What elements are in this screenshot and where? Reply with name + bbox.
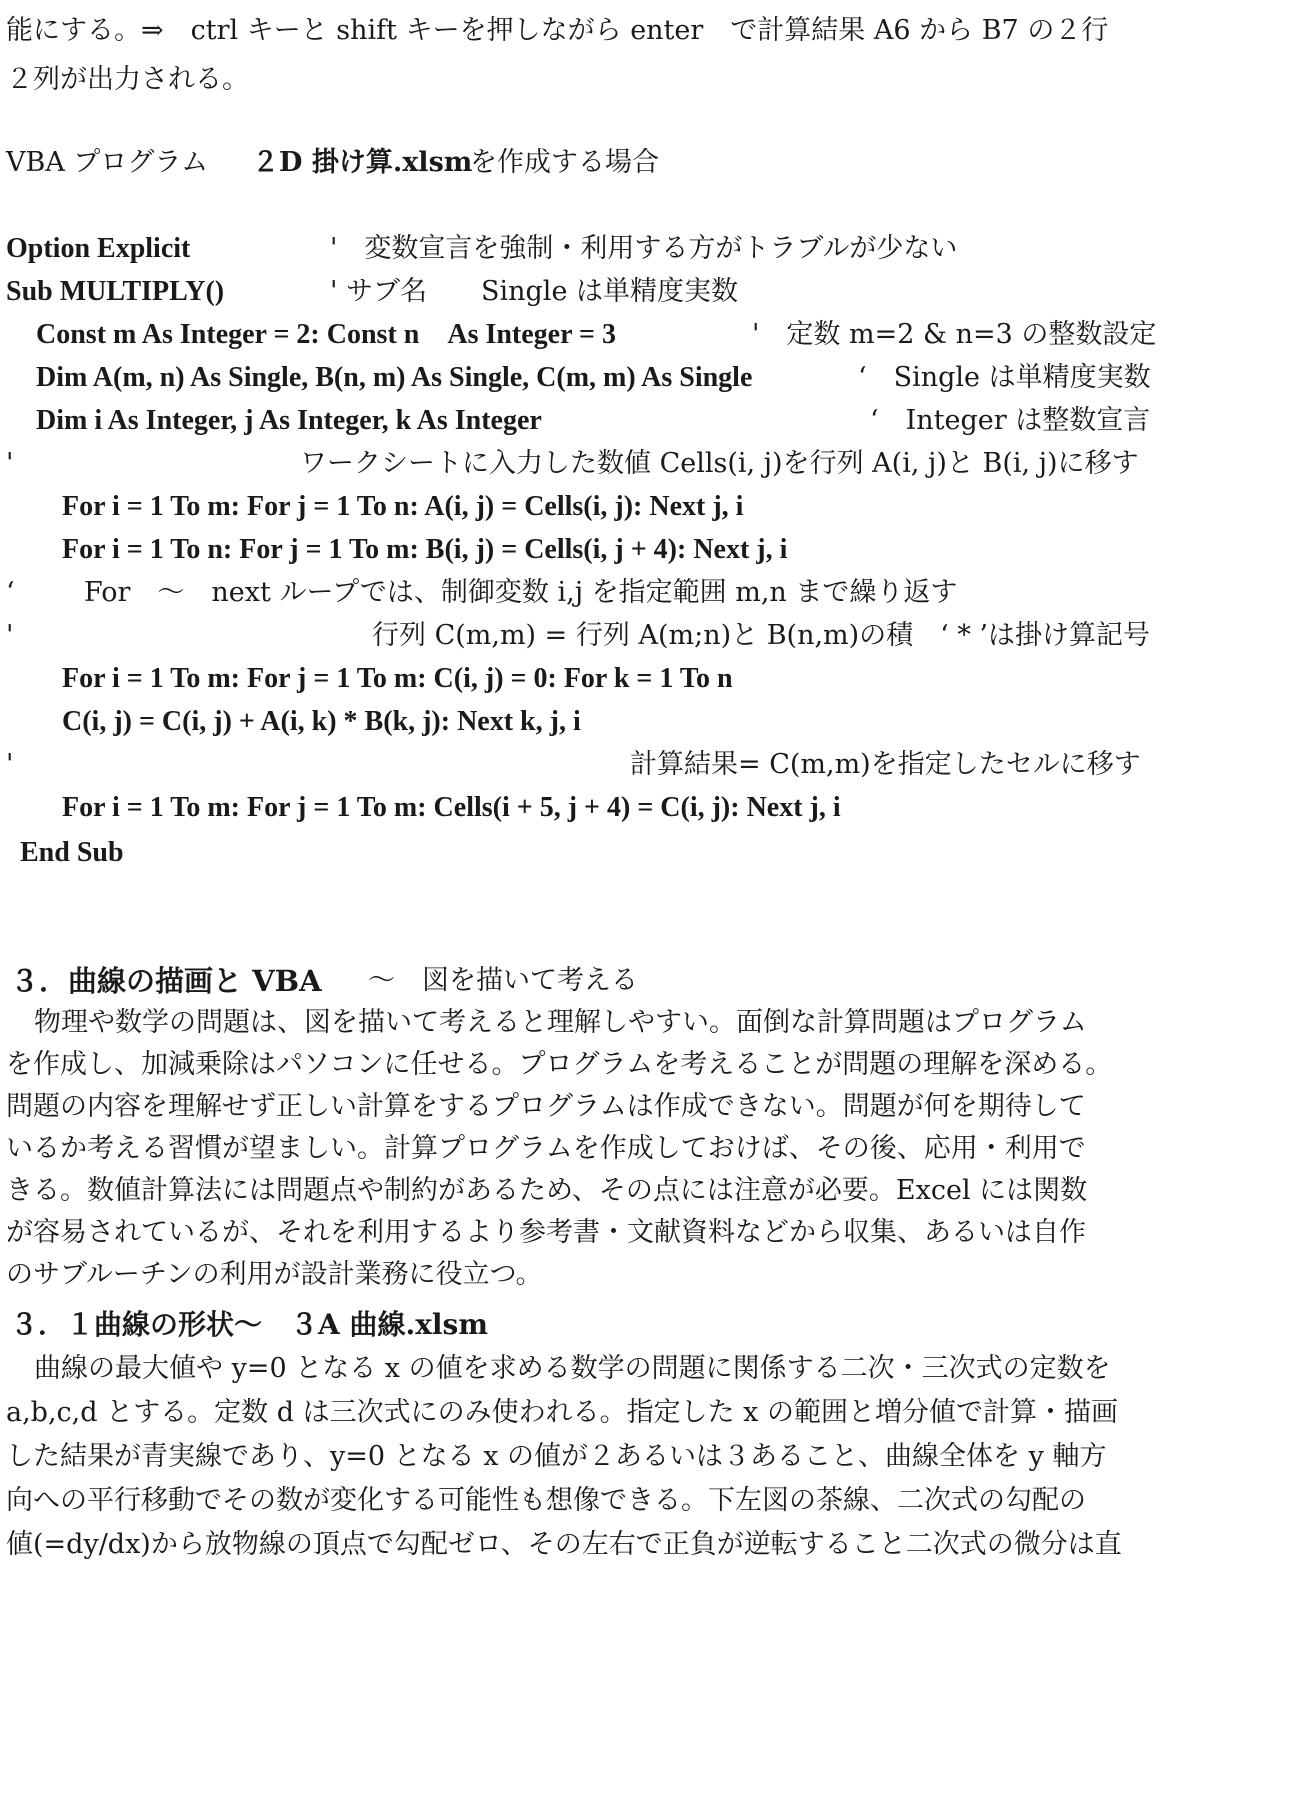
vba-file-name: ２D 掛け算.xlsm (252, 147, 473, 178)
code-line: Dim i As Integer, j As Integer, k As Integer ‘ Integer は整数宣言 (36, 405, 1151, 436)
section-3-1-heading: ３．１曲線の形状～ ３A 曲線.xlsm (10, 1308, 488, 1341)
comment-line: ' 行列 C(m,m) = 行列 A(m;n)と B(n,m)の積 ‘ * ’は掛け算記号 (6, 620, 1151, 651)
intro-line-2: ２列が出力される。 (6, 64, 249, 95)
code-line: Const m As Integer = 2: Const n As Integer = 3 ' 定数 m=2 & n=3 の整数設定 (36, 319, 1157, 350)
code-line: For i = 1 To m: For j = 1 To n: A(i, j) = Cells(i, j): Next j, i (62, 491, 744, 522)
code-line: For i = 1 To m: For j = 1 To m: Cells(i + 5, j + 4) = C(i, j): Next j, i (62, 792, 841, 823)
vba-program-heading: VBA プログラム ２D 掛け算.xlsm を作成する場合 (0, 140, 1300, 186)
code-line: For i = 1 To m: For j = 1 To m: C(i, j) = 0: For k = 1 To n (62, 663, 733, 694)
section-3-heading: ３．曲線の描画と VBA ～ 図を描いて考える (10, 964, 638, 998)
code-line: C(i, j) = C(i, j) + A(i, k) * B(k, j): Next k, j, i (62, 706, 581, 737)
intro-line-1: 能にする。⇒ ctrl キーと shift キーを押しながら enter で計算結果 A6 から B7 の２行 (6, 15, 1109, 46)
code-line: For i = 1 To n: For j = 1 To m: B(i, j) = Cells(i, j + 4): Next j, i (62, 534, 788, 565)
comment-line: ' 計算結果= C(m,m)を指定したセルに移す (6, 749, 1141, 780)
code-line: End Sub (20, 837, 124, 868)
code-line: Option Explicit ' 変数宣言を強制・利用する方がトラブルが少ない (6, 233, 958, 264)
document-page: 能にする。⇒ ctrl キーと shift キーを押しながら enter で計算結果 A6 から B7 の２行 ２列が出力される。 VBA プログラム ２D 掛け算.xlsm を作成する場合 Option Explicit ' 変数宣言を強制・利用する方がトラブルが少ない Sub MULTIPLY() ' サブ名 Single は単精度実数 Const m As Integer = 2: Const n As Integer = 3 ' 定数 m=2 & n=3 の整数設定 Dim A(m, n) As Single, B(n, m) As Single, C(m, m) As Single ‘ Single は単精度実数 Dim i As Integer, j As Integer, k As Integer ‘ Integer は整数宣言 ' ワークシートに入力した数値 Cells(i, j)を行列 A(i, j)と B(i, j)に移す For i = 1 To m: For j = 1 To n: A(i, j) = Cells(i, j): Next j, i For i = 1 To n: For j = 1 To m: B(i, j) = Cells(i, j + 4): Next j, i ‘ For ～ next ループでは、制御変数 i,j を指定範囲 m,n まで繰り返す ' 行列 C(m,m) = 行列 A(m;n)と B(n,m)の積 ‘ * ’は掛け算記号 For i = 1 To m: For j = 1 To m: C(i, j) = 0: For k = 1 To n C(i, j) = C(i, j) + A(i, k) * B(k, j): Next k, j, i ' 計算結果= C(m,m)を指定したセルに移す For i = 1 To m: For j = 1 To m: Cells(i + 5, j + 4) = C(i, j): Next j, i End Sub ３．曲線の描画と VBA ～ 図を描いて考える 物理や数学の問題は、図を描いて考えると理解しやすい。面倒な計算問題はプログラム を作成し、加減乗除はパソコンに任せる。プログラムを考えることが問題の理解を深める。 問題の内容を理解せず正しい計算をするプログラムは作成できない。問題が何を期待して いるか考える習慣が望ましい。計算プログラムを作成しておけば、その後、応用・利用で きる。数値計算法には問題点や制約があるため、その点には注意が必要。Excel には関数 が容易されているが、それを利用するより参考書・文献資料などから収集、あるいは自作 のサブルーチンの利用が設計業務に役立つ。 ３．１曲線の形状～ ３A 曲線.xlsm 曲線の最大値や y=0 となる x の値を求める数学の問題に関係する二次・三次式の定数を a,b,c,d とする。定数 d は三次式にのみ使われる。指定した x の範囲と増分値で計算・描画 した結果が青実線であり、y=0 となる x の値が２あるいは３あること、曲線全体を y 軸方 向への平行移動でその数が変化する可能性も想像できる。下左図の茶線、二次式の勾配の 値(=dy/dx)から放物線の頂点で勾配ゼロ、その左右で正負が逆転すること二次式の微分は直 (0, 0, 1300, 1818)
comment-line: ‘ For ～ next ループでは、制御変数 i,j を指定範囲 m,n まで繰り返す (6, 577, 958, 608)
code-line: Dim A(m, n) As Single, B(n, m) As Single, C(m, m) As Single ‘ Single は単精度実数 (36, 362, 1151, 393)
code-line: Sub MULTIPLY() ' サブ名 Single は単精度実数 (6, 276, 739, 307)
comment-line: ' ワークシートに入力した数値 Cells(i, j)を行列 A(i, j)と B(i, j)に移す (6, 448, 1139, 479)
